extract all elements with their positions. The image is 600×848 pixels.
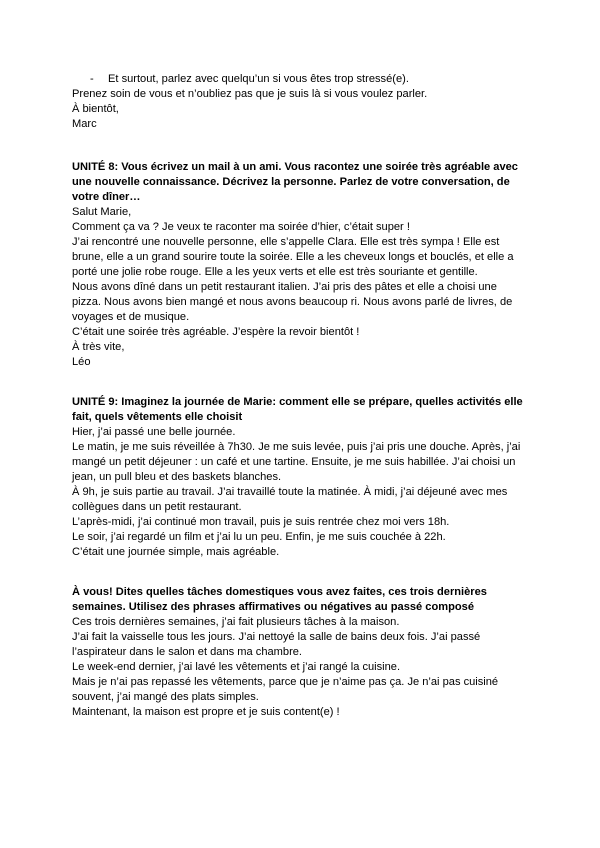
text-line: C’était une journée simple, mais agréable. [72, 546, 280, 558]
text-line: souvent, j’ai mangé des plats simples. [72, 691, 259, 703]
text-line: Le soir, j’ai regardé un film et j’ai lu un peu. Enfin, je me suis couchée à 22h. [72, 531, 446, 543]
section-heading: À vous! Dites quelles tâches domestiques vous avez faites, ces trois dernières [72, 586, 487, 598]
text-line: Prenez soin de vous et n’oubliez pas que je suis là si vous voulez parler. [72, 88, 428, 100]
text-line: mangé un petit déjeuner : un café et une tartine. Ensuite, je me suis habillée. J’ai choisi un [72, 456, 516, 468]
text-line: jean, un pull bleu et des baskets blanches. [72, 471, 282, 483]
text-line: Marc [72, 118, 97, 130]
text-line: Comment ça va ? Je veux te raconter ma soirée d’hier, c’était super ! [72, 221, 410, 233]
text-line: pizza. Nous avons bien mangé et nous avons beaucoup ri. Nous avons parlé de livres, de [72, 296, 513, 308]
text-line: collègues dans un petit restaurant. [72, 501, 242, 513]
text-line: Hier, j’ai passé une belle journée. [72, 426, 236, 438]
text-line: C’était une soirée très agréable. J’espère la revoir bientôt ! [72, 326, 360, 338]
section-heading: UNITÉ 9: Imaginez la journée de Marie: comment elle se prépare, quelles activités elle [72, 396, 523, 408]
text-line: J’ai rencontré une nouvelle personne, elle s’appelle Clara. Elle est très sympa ! Elle est [72, 236, 500, 248]
text-line: brune, elle a un grand sourire toute la soirée. Elle a les cheveux longs et bouclés, et elle a [72, 251, 514, 263]
section-heading: votre dîner… [72, 191, 141, 203]
text-line: Le week-end dernier, j’ai lavé les vêtements et j’ai rangé la cuisine. [72, 661, 401, 673]
text-line: À bientôt, [72, 103, 119, 115]
text-line: Léo [72, 356, 91, 368]
text-line: Le matin, je me suis réveillée à 7h30. Je me suis levée, puis j’ai pris une douche. Après, j’ai [72, 441, 521, 453]
text-line: À 9h, je suis partie au travail. J’ai travaillé toute la matinée. À midi, j’ai déjeuné avec mes [72, 486, 508, 498]
section-heading: fait, quels vêtements elle choisit [72, 411, 243, 423]
text-line: voyages et de musique. [72, 311, 190, 323]
text-line: Salut Marie, [72, 206, 132, 218]
text-line: Ces trois dernières semaines, j’ai fait plusieurs tâches à la maison. [72, 616, 400, 628]
text-line: Maintenant, la maison est propre et je suis content(e) ! [72, 706, 340, 718]
text-line: L’après-midi, j’ai continué mon travail, puis je suis rentrée chez moi vers 18h. [72, 516, 450, 528]
section-heading: une nouvelle connaissance. Décrivez la personne. Parlez de votre conversation, de [72, 176, 510, 188]
section-heading: UNITÉ 8: Vous écrivez un mail à un ami. Vous racontez une soirée très agréable avec [72, 161, 518, 173]
text-line: Nous avons dîné dans un petit restaurant italien. J’ai pris des pâtes et elle a choisi une [72, 281, 497, 293]
bullet-text: Et surtout, parlez avec quelqu’un si vous êtes trop stressé(e). [108, 73, 409, 85]
text-line: Mais je n’ai pas repassé les vêtements, parce que je n’aime pas ça. Je n’ai pas cuisiné [72, 676, 499, 688]
bullet-dash: - [90, 73, 94, 85]
text-line: l’aspirateur dans le salon et dans ma chambre. [72, 646, 303, 658]
text-line: J’ai fait la vaisselle tous les jours. J’ai nettoyé la salle de bains deux fois. J’ai passé [72, 631, 481, 643]
text-line: À très vite, [72, 341, 125, 353]
text-line: porté une jolie robe rouge. Elle a les yeux verts et elle est très souriante et gentille. [72, 266, 478, 278]
section-heading: semaines. Utilisez des phrases affirmatives ou négatives au passé composé [72, 601, 475, 613]
